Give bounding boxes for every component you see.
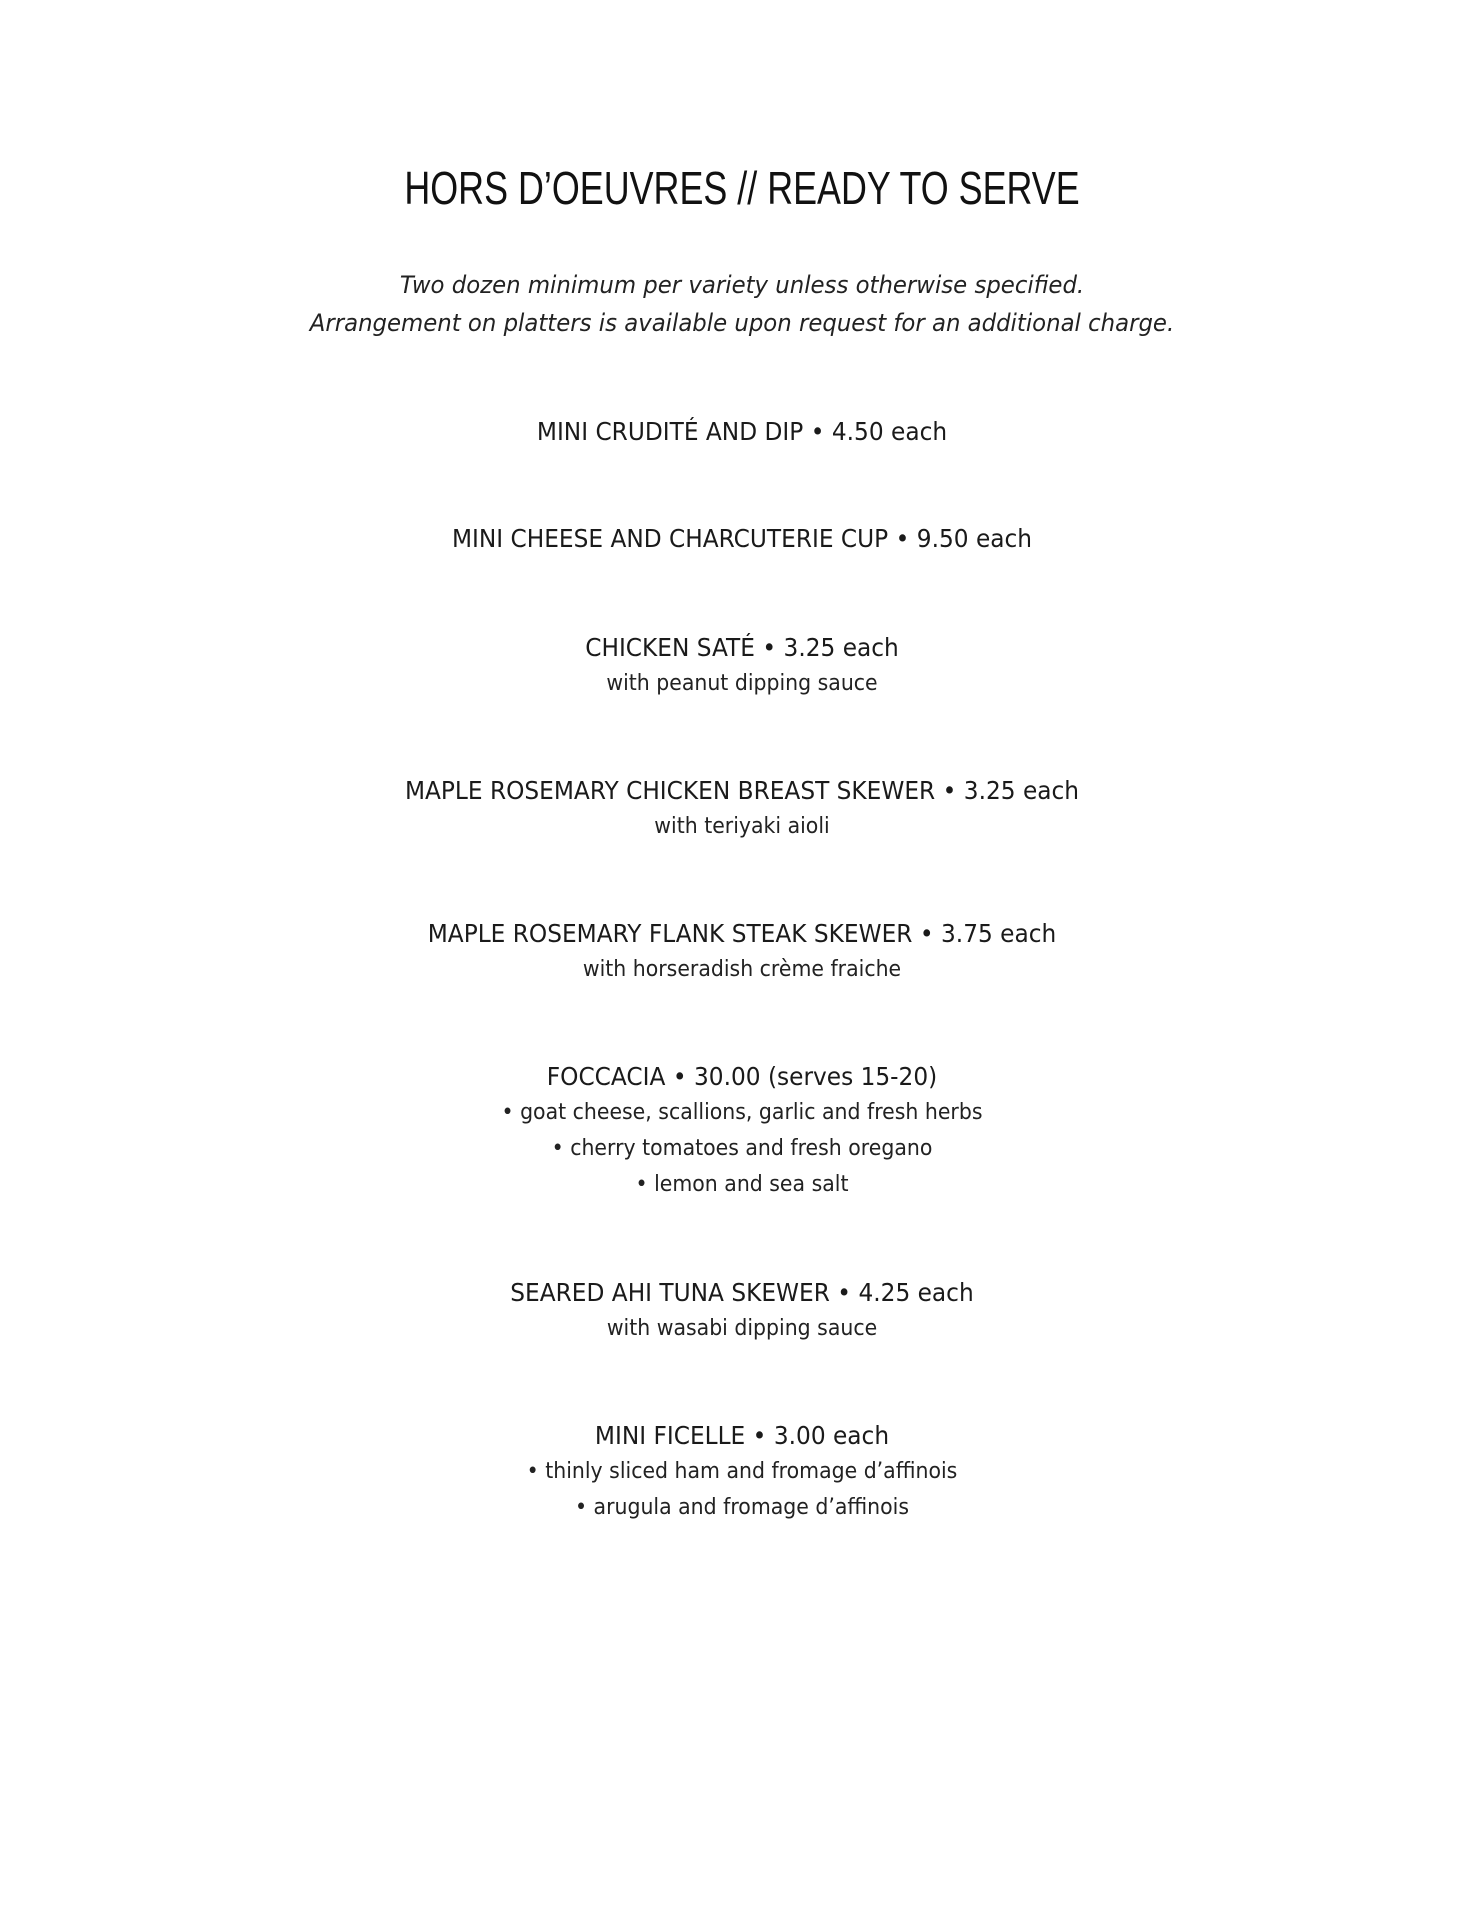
menu-item-name: MINI CHEESE AND CHARCUTERIE CUP [451, 524, 889, 553]
menu-item-name: MAPLE ROSEMARY CHICKEN BREAST SKEWER [404, 776, 936, 805]
menu-item-name: MAPLE ROSEMARY FLANK STEAK SKEWER [427, 919, 913, 948]
bullet-separator: • [762, 633, 777, 662]
menu-item-detail: • cherry tomatoes and fresh oregano [551, 1136, 933, 1161]
menu-item-detail: with wasabi dipping sauce [606, 1316, 878, 1341]
bullet-separator: • [752, 1421, 767, 1450]
menu-item-detail: with peanut dipping sauce [606, 671, 878, 696]
bullet-separator: • [672, 1062, 687, 1091]
menu-item-price: 3.25 each [783, 633, 899, 662]
menu-item-name: MINI CRUDITÉ AND DIP [536, 417, 804, 446]
menu-item-title [52, 414, 1432, 450]
menu-item-detail: • goat cheese, scallions, garlic and fresh herbs [501, 1100, 983, 1125]
menu-item-mini-crudite [0, 414, 1484, 450]
menu-item-name: SEARED AHI TUNA SKEWER [510, 1278, 830, 1307]
menu-item-price: 3.75 each [941, 919, 1057, 948]
menu-item-seared-ahi-tuna-skewer [0, 1275, 1484, 1347]
bullet-separator: • [895, 524, 910, 553]
bullet-separator: • [942, 776, 957, 805]
menu-item-detail: with teriyaki aioli [654, 814, 830, 839]
menu-item-title [52, 1059, 1432, 1095]
intro-line-1: Two dozen minimum per variety unless otherwise specified. [399, 271, 1085, 299]
bullet-separator: • [919, 919, 934, 948]
intro-text [0, 266, 1484, 342]
bullet-separator: • [810, 417, 825, 446]
intro-line-2: Arrangement on platters is available upon request for an additional charge. [309, 309, 1175, 337]
menu-item-title [52, 1418, 1432, 1454]
page-title: HORS D’OEUVRES // READY TO SERVE [404, 162, 1080, 214]
menu-item-title [52, 521, 1432, 557]
menu-item-price: 3.00 each [773, 1421, 890, 1450]
menu-item-foccacia [0, 1059, 1484, 1203]
menu-item-title [52, 916, 1432, 952]
menu-item-name: CHICKEN SATÉ [585, 633, 755, 662]
menu-item-detail: • thinly sliced ham and fromage d’affinois [526, 1459, 958, 1484]
menu-item-detail: • lemon and sea salt [635, 1172, 849, 1197]
menu-item-maple-flank-steak-skewer [0, 916, 1484, 988]
menu-item-mini-cheese-charcuterie [0, 521, 1484, 557]
menu-item-title [52, 773, 1432, 809]
menu-item-price: 9.50 each [916, 524, 1033, 553]
menu-item-detail: with horseradish crème fraiche [582, 957, 902, 982]
menu-item-maple-chicken-skewer [0, 773, 1484, 845]
menu-item-chicken-sate [0, 630, 1484, 702]
menu-item-price: 4.50 each [831, 417, 948, 446]
menu-item-name: FOCCACIA [546, 1062, 666, 1091]
menu-item-title [52, 1275, 1432, 1311]
menu-item-price: 30.00 (serves 15-20) [694, 1062, 938, 1091]
menu-item-name: MINI FICELLE [594, 1421, 746, 1450]
menu-item-detail: • arugula and fromage d’affinois [574, 1495, 910, 1520]
menu-item-title [52, 630, 1432, 666]
menu-item-mini-ficelle [0, 1418, 1484, 1526]
menu-item-price: 4.25 each [858, 1278, 974, 1307]
menu-item-price: 3.25 each [963, 776, 1080, 805]
bullet-separator: • [837, 1278, 852, 1307]
